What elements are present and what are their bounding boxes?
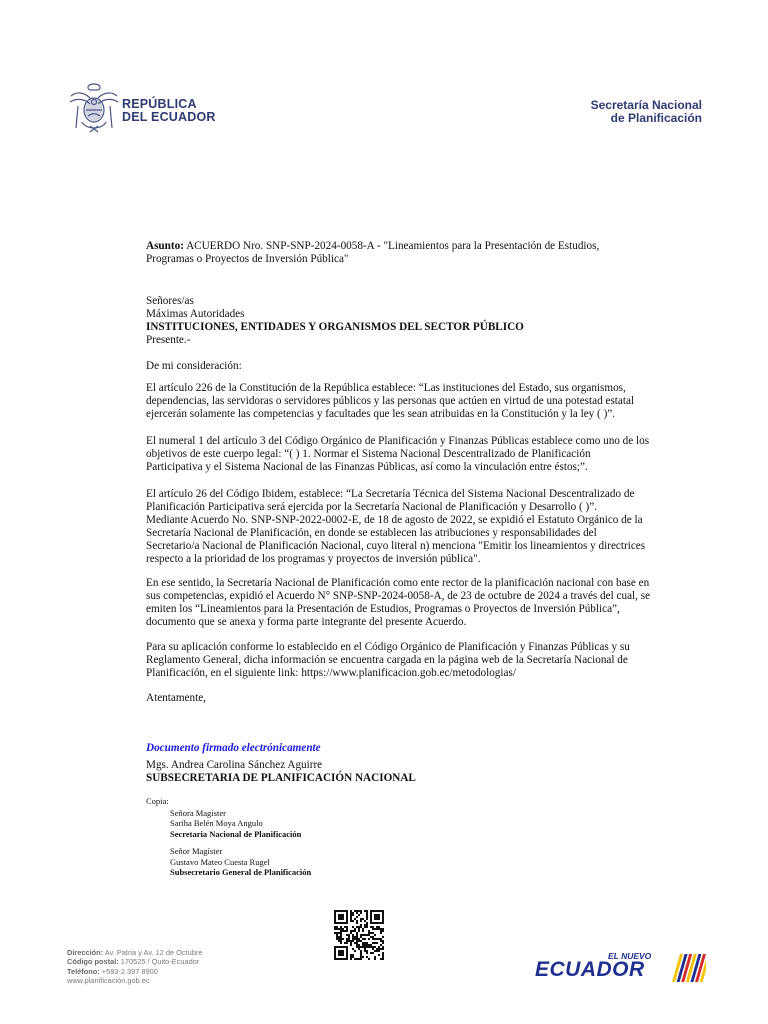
greeting: De mi consideración: — [146, 360, 242, 372]
paragraph-1 — [146, 382, 659, 421]
paragraph-line: dependencias, las servidoras o servidores públicos y las personas que actúen en virtud de una potestad estatal — [146, 395, 635, 407]
copy-recipient — [170, 846, 311, 878]
footer-address-value: Av. Patria y Av. 12 de Octubre — [103, 948, 203, 957]
copy-office: Secretaria Nacional de Planificación — [170, 828, 302, 839]
signer-block — [146, 759, 659, 785]
footer-phone-value: +593-2 397 8900 — [99, 966, 158, 976]
paragraph-line: Para su aplicación conforme lo establecido en el Código Orgánico de Planificación y Finanzas Públicas y su — [146, 641, 630, 653]
institution-name — [591, 99, 702, 125]
paragraph-line: objetivos de este cuerpo legal: “( ) 1. Normar el Sistema Nacional Descentralizado de Planificación — [146, 448, 591, 460]
copy-name: Sariha Belén Moya Angulo — [170, 818, 263, 828]
footer-contact — [67, 948, 202, 986]
subject-label: Asunto: — [146, 240, 184, 252]
paragraph-line: Reglamento General, dicha información se encuentra cargada en la página web de la Secretaría Nacional de — [146, 654, 628, 666]
addressee-line4: Presente.- — [146, 334, 191, 346]
institution-name-line1: Secretaría Nacional — [590, 98, 702, 112]
subject-line2: Programas o Proyectos de Inversión Pública" — [146, 253, 349, 265]
closing: Atentamente, — [146, 692, 206, 704]
paragraph-line: El artículo 226 de la Constitución de la República establece: “Las instituciones del Estado, sus organismos, — [146, 382, 626, 394]
footer-phone-label: Teléfono: — [67, 966, 100, 976]
paragraph-line: Secretaría Nacional de Planificación, en donde se establecen las atribuciones y responsabilidades del — [146, 527, 597, 539]
addressee-line1: Señores/as — [146, 295, 194, 307]
flag-stripes-icon — [672, 954, 706, 982]
paragraph-line: documento que se anexa y forma parte integrante del presente Acuerdo. — [146, 616, 467, 628]
subject-block — [146, 240, 659, 266]
copy-office: Subsecretario General de Planificación — [170, 867, 312, 877]
paragraph-line: emiten los “Lineamientos para la Presentación de Estudios, Programas o Proyectos de Inversión Pública”, — [146, 603, 620, 615]
footer-address-label: Dirección: — [67, 948, 104, 957]
paragraph-3 — [146, 488, 659, 566]
paragraph-line: ejercerán solamente las competencias y facultades que les sean atribuidas en la Constitución y la ley ( )”. — [146, 408, 616, 420]
subject-line1: ACUERDO Nro. SNP-SNP-2024-0058-A - "Lineamientos para la Presentación de Estudios, — [183, 240, 600, 252]
qr-code-icon[interactable] — [334, 910, 384, 960]
addressee-line3: INSTITUCIONES, ENTIDADES Y ORGANISMOS DEL SECTOR PÚBLICO — [146, 321, 524, 333]
signer-title: SUBSECRETARIA DE PLANIFICACIÓN NACIONAL — [146, 772, 416, 784]
paragraph-line: El numeral 1 del artículo 3 del Código Orgánico de Planificación y Finanzas Públicas establece como uno de los — [146, 435, 650, 447]
signed-electronically-note: Documento firmado electrónicamente — [146, 742, 321, 754]
copy-salutation: Señora Magíster — [170, 807, 226, 818]
paragraph-line: El artículo 26 del Código Ibidem, establece: “La Secretaría Técnica del Sistema Nacional Descentralizado de — [146, 488, 635, 500]
copy-recipient — [170, 808, 311, 840]
paragraph-line: Planificación Participativa será ejercida por la Secretaría Nacional de Planificación y Desarrollo ( )”. — [146, 501, 598, 513]
paragraph-line: sus competencias, expidió el Acuerdo N° SNP-SNP-2024-0058-A, de 23 de octubre de 2024 a través del cual, se — [146, 590, 651, 602]
logo-main-text: ECUADOR — [535, 958, 645, 981]
paragraph-2 — [146, 435, 659, 474]
logo-top-text: EL NUEVO — [608, 951, 652, 961]
country-name-line2: DEL ECUADOR — [122, 110, 216, 124]
signer-name: Mgs. Andrea Carolina Sánchez Aguirre — [146, 759, 323, 771]
country-name — [122, 98, 216, 124]
copy-salutation: Señor Magíster — [170, 846, 223, 856]
header-left — [68, 80, 216, 136]
el-nuevo-ecuador-logo — [530, 950, 706, 986]
copies-label: Copia: — [146, 796, 169, 806]
footer-postal-value: 170525 / Quito-Ecuador — [118, 957, 200, 967]
paragraph-line: respecto a la prioridad de los programas y proyectos de inversión pública". — [146, 553, 481, 565]
addressees-block — [146, 295, 659, 347]
paragraph-line: Participativa y el Sistema Nacional de las Finanzas Públicas, así como la vinculación entre éstos;”. — [146, 461, 588, 473]
paragraph-line: En ese sentido, la Secretaría Nacional de Planificación como ente rector de la planificación nacional con base en — [146, 577, 650, 589]
institution-name-line2: de Planificación — [610, 111, 702, 125]
paragraph-line: Mediante Acuerdo No. SNP-SNP-2022-0002-E, de 18 de agosto de 2022, se expidió el Estatuto Orgánico de la — [146, 514, 643, 526]
copy-name: Gustavo Mateo Cuesta Rugel — [170, 856, 270, 867]
coat-of-arms-icon — [68, 80, 120, 136]
paragraph-4 — [146, 577, 659, 629]
paragraph-line: Planificación, en el siguiente link: https://www.planificacion.gob.ec/metodologias/ — [146, 667, 516, 679]
paragraph-line: Secretario/a Nacional de Planificación Nacional, cuyo literal n) menciona "Emitir los lineamientos y directrices — [146, 540, 646, 552]
footer-postal-label: Código postal: — [67, 957, 119, 967]
footer-web[interactable]: www.planificación.gob.ec — [67, 976, 150, 986]
paragraph-5 — [146, 641, 659, 680]
country-name-line1: REPÚBLICA — [122, 97, 197, 111]
copies-block — [146, 796, 311, 885]
addressee-line2: Máximas Autoridades — [146, 308, 245, 320]
